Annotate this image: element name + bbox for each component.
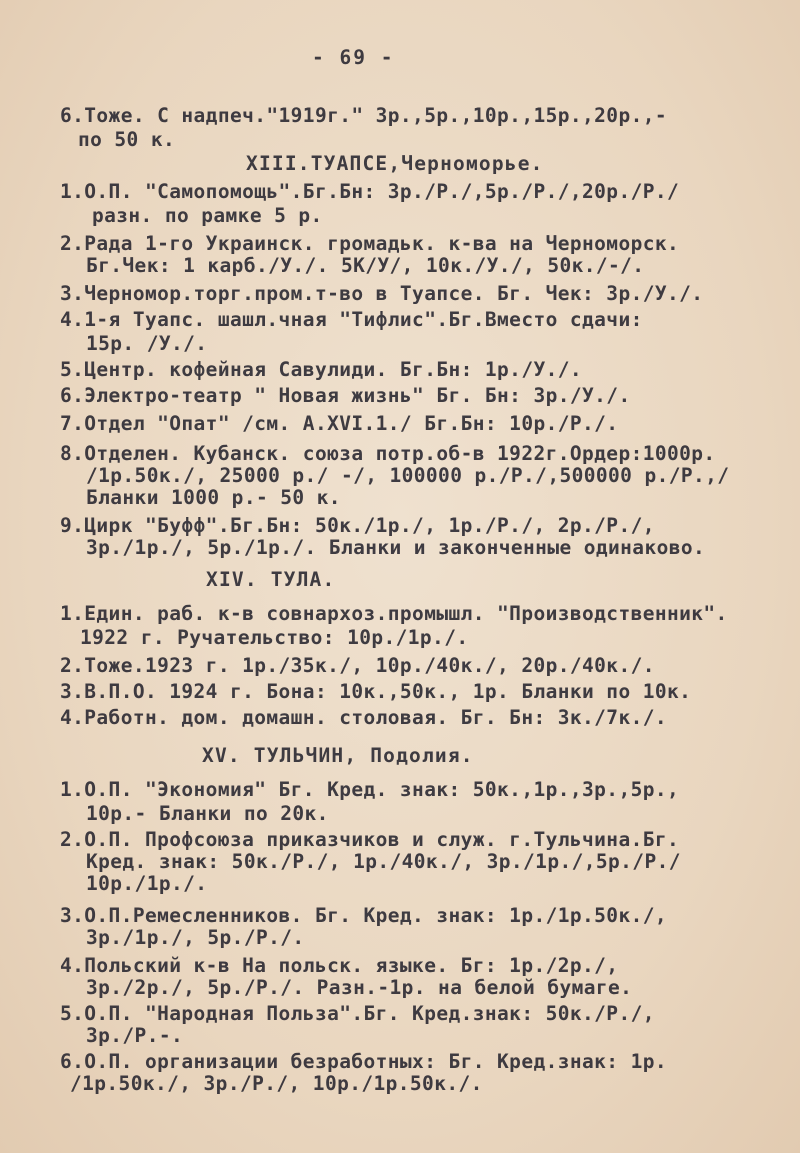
item-line: разн. по рамке 5 р. (92, 204, 323, 227)
item-line: 4.Польский к-в На польск. языке. Бг: 1р./2р./, (60, 954, 619, 977)
item-line: 5.О.П. "Народная Польза".Бг. Кред.знак: 50к./Р./, (60, 1002, 655, 1025)
item-line: 6.Электро-театр " Новая жизнь" Бг. Бн: 3р./У./. (60, 384, 631, 407)
item-line: 2.Тоже.1923 г. 1р./35к./, 10р./40к./, 20р./40к./. (60, 654, 655, 677)
item-line: 1922 г. Ручательство: 10р./1р./. (80, 626, 469, 649)
item-line: 3.В.П.О. 1924 г. Бона: 10к.,50к., 1р. Бланки по 10к. (60, 680, 692, 703)
item-line: 8.Отделен. Кубанск. союза потр.об-в 1922г.Ордер:1000р. (60, 442, 716, 465)
section-heading: XV. ТУЛЬЧИН, Подолия. (202, 744, 474, 767)
item-line: 15р. /У./. (86, 332, 208, 355)
item-line: 2.Рада 1-го Украинск. громадьк. к-ва на Черноморск. (60, 232, 680, 255)
item-line: 7.Отдел "Опат" /см. А.XVI.1./ Бг.Бн: 10р./Р./. (60, 412, 619, 435)
item-line: 1.О.П. "Самопомощь".Бг.Бн: 3р./Р./,5р./Р./,20р./Р./ (60, 180, 680, 203)
item-line: Бланки 1000 р.- 50 к. (86, 486, 341, 509)
item-line: 3р./1р./, 5р./1р./. Бланки и законченные одинаково. (86, 536, 706, 559)
item-line: 6.О.П. организации безработных: Бг. Кред.знак: 1р. (60, 1050, 667, 1073)
item-line: /1р.50к./, 3р./Р./, 10р./1р.50к./. (70, 1072, 483, 1095)
item-line: по 50 к. (78, 128, 176, 151)
item-line: Бг.Чек: 1 карб./У./. 5К/У/, 10к./У./, 50к./-/. (86, 254, 645, 277)
item-line: 2.О.П. Профсоюза приказчиков и служ. г.Тульчина.Бг. (60, 828, 680, 851)
item-line: 3.О.П.Ремесленников. Бг. Кред. знак: 1р./1р.50к./, (60, 904, 667, 927)
section-heading: XIII.ТУАПСЕ,Черноморье. (246, 152, 544, 175)
page-number: - 69 - (312, 46, 395, 69)
item-line: 5.Центр. кофейная Савулиди. Бг.Бн: 1р./У./. (60, 358, 583, 381)
item-line: 3.Черномор.торг.пром.т-во в Туапсе. Бг. Чек: 3р./У./. (60, 282, 704, 305)
section-heading: XIV. ТУЛА. (206, 568, 336, 591)
item-line: 10р./1р./. (86, 872, 208, 895)
item-line: /1р.50к./, 25000 р./ -/, 100000 р./Р./,500000 р./Р.,/ (86, 464, 730, 487)
item-line: 10р.- Бланки по 20к. (86, 802, 329, 825)
item-line: 3р./Р.-. (86, 1024, 184, 1047)
item-line: 4.Работн. дом. домашн. столовая. Бг. Бн: 3к./7к./. (60, 706, 667, 729)
item-line: 4.1-я Туапс. шашл.чная "Тифлис".Бг.Вместо сдачи: (60, 308, 643, 331)
item-line: Кред. знак: 50к./Р./, 1р./40к./, 3р./1р./,5р./Р./ (86, 850, 681, 873)
item-line: 3р./1р./, 5р./Р./. (86, 926, 305, 949)
item-line: 9.Цирк "Буфф".Бг.Бн: 50к./1р./, 1р./Р./, 2р./Р./, (60, 514, 655, 537)
item-line: 1.Един. раб. к-в совнархоз.промышл. "Производственник". (60, 602, 728, 625)
item-line: 1.О.П. "Экономия" Бг. Кред. знак: 50к.,1р.,3р.,5р., (60, 778, 680, 801)
item-line: 6.Тоже. С надпеч."1919г." 3р.,5р.,10р.,15р.,20р.,- (60, 104, 667, 127)
item-line: 3р./2р./, 5р./Р./. Разн.-1р. на белой бумаге. (86, 976, 633, 999)
